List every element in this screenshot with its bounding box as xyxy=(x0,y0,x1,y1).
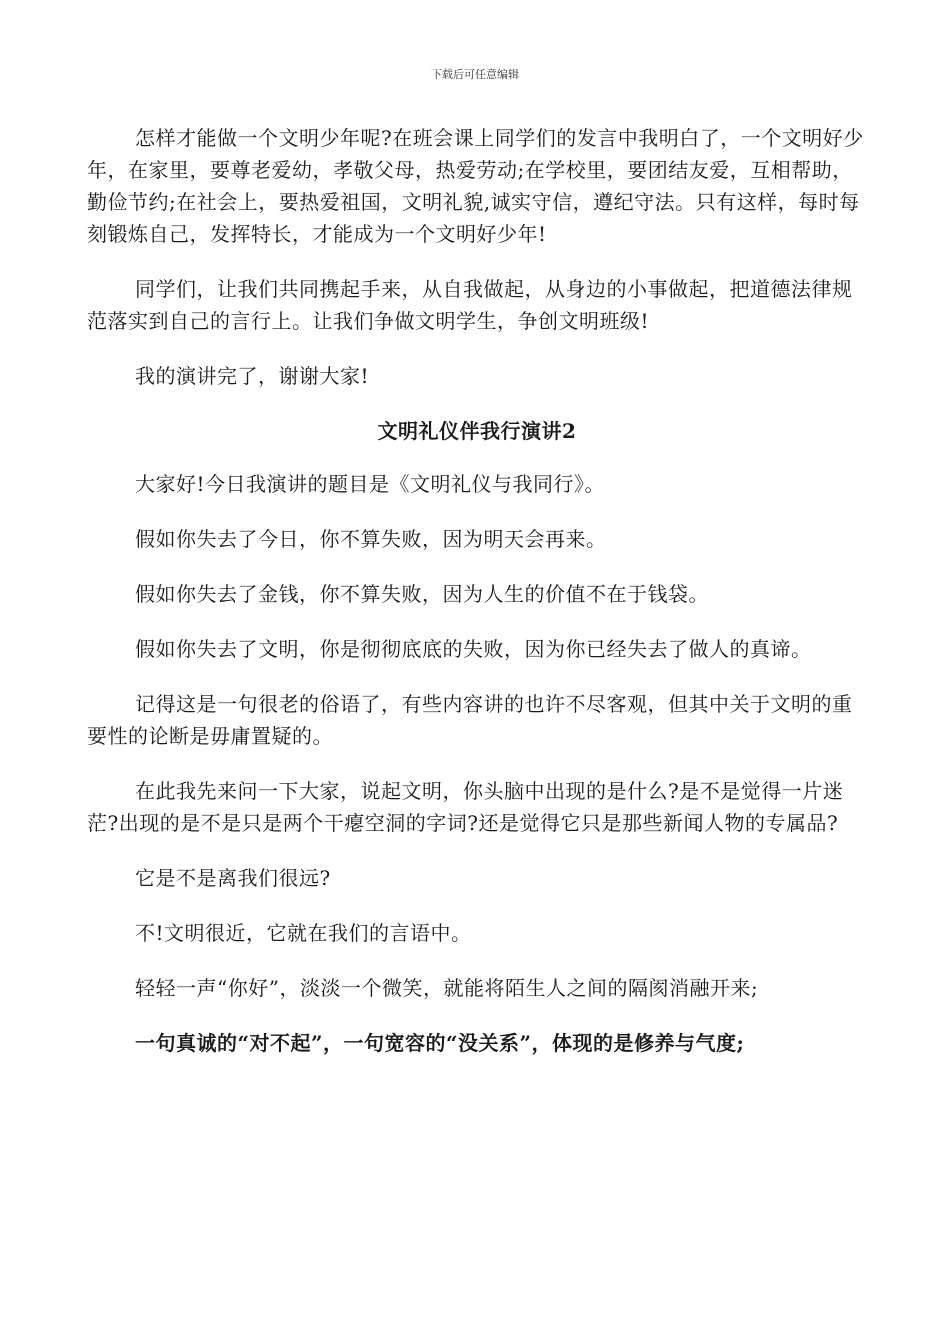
section-title: 文明礼仪伴我行演讲2 xyxy=(377,419,577,443)
document-body xyxy=(87,122,867,1082)
paragraph: 不!文明很近，它就在我们的言语中。 xyxy=(135,921,472,945)
paragraph: 怎样才能做一个文明少年呢?在班会课上同学们的发言中我明白了，一个文明好少年，在家里，要尊老爱幼，孝敬父母，热爱劳动;在学校里，要团结友爱，互相帮助，勤俭节约;在社会上，要热爱祖国，文明礼貌,诚实守信，遵纪守法。只有这样，每时每刻锻炼自己，发挥特长，才能成为一个文明好少年! xyxy=(87,126,864,246)
paragraph: 假如你失去了文明，你是彻彻底底的失败，因为你已经失去了做人的真谛。 xyxy=(135,637,812,661)
paragraph: 在此我先来问一下大家，说起文明，你头脑中出现的是什么?是不是觉得一片迷茫?出现的是不是只是两个干瘪空洞的字词?还是觉得它只是那些新闻人物的专属品? xyxy=(87,779,844,835)
page-header: 下载后可任意编辑 xyxy=(431,68,519,81)
paragraph: 轻轻一声“你好”，淡淡一个微笑，就能将陌生人之间的隔阂消融开来; xyxy=(135,976,759,1000)
paragraph: 它是不是离我们很远? xyxy=(135,866,331,890)
paragraph: 同学们，让我们共同携起手来，从自我做起，从身边的小事做起，把道德法律规范落实到自己的言行上。让我们争做文明学生，争创文明班级! xyxy=(87,277,853,333)
paragraph: 记得这是一句很老的俗语了，有些内容讲的也许不尽客观，但其中关于文明的重要性的论断是毋庸置疑的。 xyxy=(87,692,853,748)
paragraph: 大家好!今日我演讲的题目是《文明礼仪与我同行》。 xyxy=(135,472,606,496)
paragraph: 假如你失去了今日，你不算失败，因为明天会再来。 xyxy=(135,527,607,551)
paragraph: 假如你失去了金钱，你不算失败，因为人生的价值不在于钱袋。 xyxy=(135,582,709,606)
paragraph-bold: 一句真诚的“对不起”，一句宽容的“没关系”，体现的是修养与气度; xyxy=(135,1031,745,1055)
paragraph: 我的演讲完了，谢谢大家! xyxy=(135,364,370,388)
